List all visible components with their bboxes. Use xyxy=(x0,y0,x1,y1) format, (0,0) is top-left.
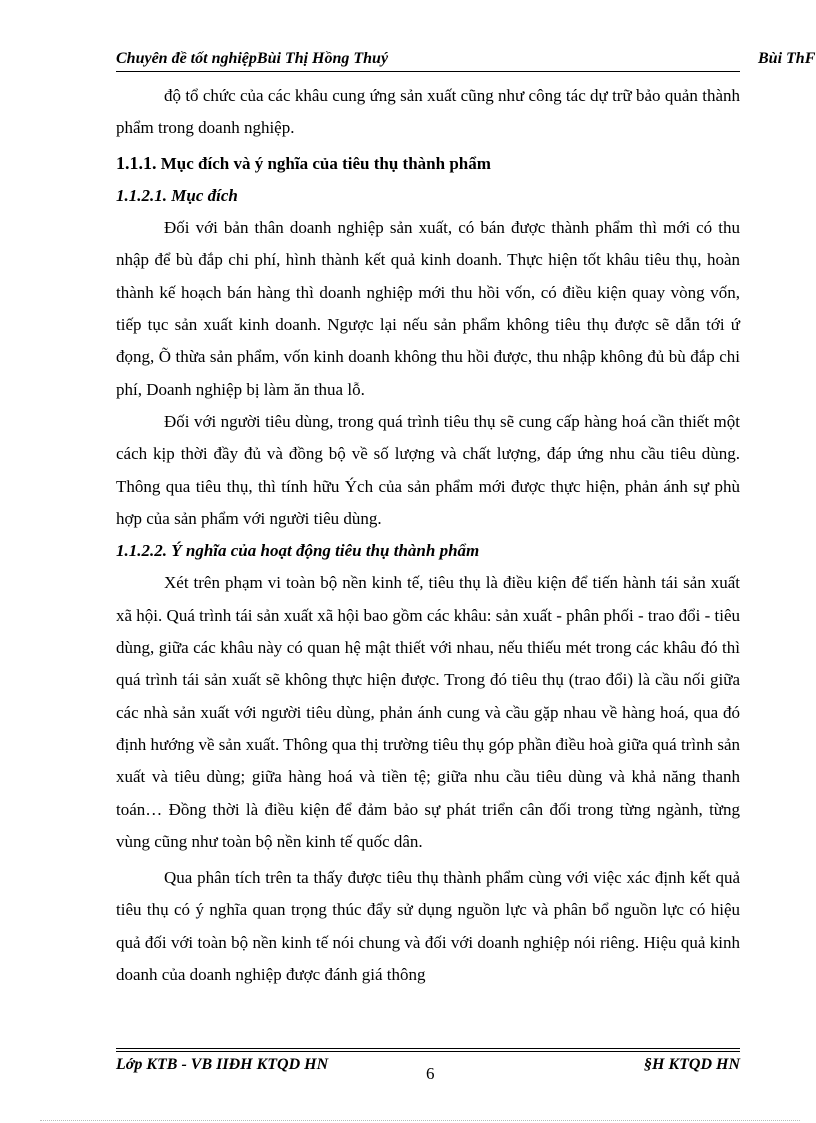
page-footer xyxy=(116,1048,740,1088)
section-heading xyxy=(116,147,740,180)
page-header xyxy=(116,48,816,72)
subsection-heading-meaning: 1.1.2.2. Ý nghĩa của hoạt động tiêu thụ thành phẩm xyxy=(116,541,480,561)
paragraph-analysis: Qua phân tích trên ta thấy được tiêu thụ thành phẩm cùng với việc xác định kết quả tiêu thụ có ý nghĩa quan trọng thúc đẩy sử dụng nguồn lực và phân bổ nguồn lực có hiệu quả đối với toàn bộ nền kinh tế nói chung và đối với doanh nghiệp nói riêng. Hiệu quả kinh doanh của doanh nghiệp được đánh giá thông xyxy=(116,868,740,985)
document-body xyxy=(116,80,740,991)
page-number: 6 xyxy=(426,1064,435,1083)
section-title: Mục đích và ý nghĩa của tiêu thụ thành phẩm xyxy=(160,153,491,173)
footer-rule-top xyxy=(116,1048,740,1049)
page-edge-dotted-line xyxy=(40,1120,800,1121)
header-rule xyxy=(116,71,740,72)
footer-rule-bottom xyxy=(116,1051,740,1052)
subsection-heading-purpose: 1.1.2.1. Mục đích xyxy=(116,185,238,205)
footer-class: Lớp KTB - VB IIĐH KTQD HN xyxy=(116,1056,329,1073)
paragraph-intro: độ tổ chức của các khâu cung ứng sản xuất cũng như công tác dự trữ bảo quản thành phẩm trong doanh nghiệp. xyxy=(116,86,740,138)
section-number: 1.1.1. xyxy=(116,152,157,173)
footer-university: §H KTQD HN xyxy=(644,1056,740,1073)
paragraph-economy: Xét trên phạm vi toàn bộ nền kinh tế, tiêu thụ là điều kiện để tiến hành tái sản xuất xã hội. Quá trình tái sản xuất xã hội bao gồm các khâu: sản xuất - phân phối - trao đổi - tiêu dùng, giữa các khâu này có quan hệ mật thiết với nhau, nếu thiếu mét trong các khâu đó thì quá trình tái sản xuất sẽ không thực hiện được. Trong đó tiêu thụ (trao đổi) là cầu nối giữa các nhà sản xuất với người tiêu dùng, phản ánh cung và cầu gặp nhau về hàng hoá, qua đó định hướng về sản xuất. Thông qua thị trường tiêu thụ góp phần điều hoà giữa quá trình sản xuất và tiêu dùng; giữa hàng hoá và tiền tệ; giữa nhu cầu tiêu dùng và khả năng thanh toán… Đồng thời là điều kiện để đảm bảo sự phát triển cân đối trong từng ngành, từng vùng cũng như toàn bộ nền kinh tế quốc dân. xyxy=(116,573,740,851)
paragraph-consumer: Đối với người tiêu dùng, trong quá trình tiêu thụ sẽ cung cấp hàng hoá cần thiết một cách kịp thời đầy đủ và đồng bộ về số lượng và chất lượng, đáp ứng nhu cầu tiêu dùng. Thông qua tiêu thụ, thì tính hữu Ých của sản phẩm mới được thực hiện, phản ánh sự phù hợp của sản phẩm với người tiêu dùng. xyxy=(116,411,740,528)
paragraph-business: Đối với bản thân doanh nghiệp sản xuất, có bán được thành phẩm thì mới có thu nhập để bù đắp chi phí, hình thành kết quả kinh doanh. Thực hiện tốt khâu tiêu thụ, hoàn thành kế hoạch bán hàng thì doanh nghiệp mới thu hồi vốn, có điều kiện quay vòng vốn, tiếp tục sản xuất kinh doanh. Ngược lại nếu sản phẩm không tiêu thụ được sẽ dẫn tới ứ đọng, Õ thừa sản phẩm, vốn kinh doanh không thu hồi được, thu nhập không đủ bù đắp chi phí, Doanh nghiệp bị làm ăn thua lỗ. xyxy=(116,218,740,399)
header-author-truncated: Bùi ThF xyxy=(758,50,816,67)
header-title: Chuyên đề tốt nghiệpBùi Thị Hồng Thuý xyxy=(116,50,389,67)
